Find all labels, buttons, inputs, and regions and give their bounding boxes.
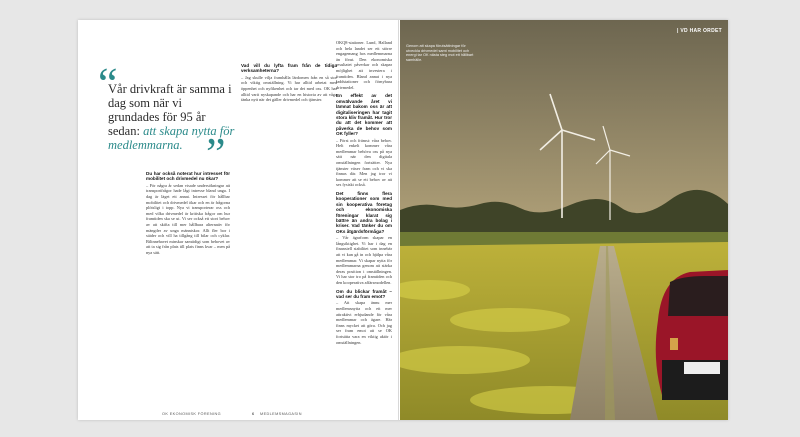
photo-caption: Genom att skapa förutsättningar för utveckla drivmedel samt mobilitet och energi tar OK nästa steg mot ett hållbart samhälle. [406,44,474,62]
article-column-2 [241,60,337,103]
article-paragraph: OKQ8-stationer. Lund, Halland och hela landet ser ett större engagemang hos medlemmarna än förut. Den ekonomiska resultatet påverkar och skapar möjlighet att investera i framtiden. Bland annat i nya laddstationer och förnybara drivmedel. [336,40,392,90]
article-paragraph: – Att skapa ännu mer medlemsnytta och ett mer attraktivt erbjudande för våra medlemmar och ägare. Här finns mycket att göra. Och jag ser fram emot att se OK fortsätta vara en viktig aktör i omställningen. [336,300,392,345]
interview-question: Om du blickar framåt – vad ser du fram emot? [336,288,392,299]
photo-illustration [400,20,728,420]
folio-magazine: MEDLEMSMAGASIN [260,412,302,416]
section-label: | VD HAR ORDET [676,28,722,34]
folio-publication: OK EKONOMISK FÖRENING [162,412,222,416]
page-gutter [398,20,399,420]
article-paragraph: – Vår ägarform skapar en långsiktighet. Vi har i dag en finansiell stabilitet som innebär att vi kan gå in och hjälpa våra medlemmar. Vi skapar nytta för medlemmarna genom att stärka deras position i omställningen. Vi har stor tro på framtiden och den kooperativa affärsmodellen. [336,235,392,285]
article-column-1 [146,168,230,256]
page-number: 6 [252,412,255,416]
landscape-photo [400,20,728,420]
magazine-spread [78,20,728,420]
interview-question: Du har också noterat hur intresset för mobilitet och drivmedel nu ökar? [146,171,230,182]
article-paragraph: – För några år sedan visade undersökningar att transportfrågor hade lågt intresse bland unga. I dag är läget ett annat. Intresset för hållbar mobilitet och drivmedel ökar och en är frågorna plötsligt i topp. Nya vi transporterar oss och med vilka drivmedel är kritiska frågor om hur framtiden ska se ut. Vi ser också ett stort behov av att skifta till mer hållbara alternativ för mängder av unga människor. Allt fler bor i städer och vill ha tillgång till bilar och cyklar. Bilinnehavet minskar samtidigt som behovet av att ta sig från plats till plats finns kvar – men på nya sätt. [146,182,230,255]
interview-question: Vad vill du lyfta fram från de tidiga verksamheterna? [241,63,337,74]
interview-question: En effekt av det omvälvande året vi lämnat bakom oss är att digitaliseringen har tagit stora kliv framåt. Hur tror du att det kommer att påverka de behov som OK fyller? [336,93,392,137]
article-paragraph: – Först och främst: våra behov. Helt enkelt kommer våra medlemmar behöva oss på nya sätt när den digitala omställningen fortsätter. Nya tjänster växer fram och vi ska finnas där. Men jag tror vi kommer att se ett behov av att ses fysiskt också. [336,137,392,188]
close-quote-icon: ” [206,129,226,178]
article-column-3 [336,40,392,345]
pull-quote-emphasis: att skapa nytta för medlemmarna. [108,124,235,152]
interview-question: Det finns flera kooperationer som med sin kooperativa företag och ekonomiska föreningar klarat sig bättre än andra bolag i kriser. Vad tänker du om OKs åtgärdsförmåga? [336,190,392,234]
article-paragraph: – Jag skulle vilja framhålla lärdomen från en så stor och viktig omställning. Vi har alltid arbetat med öppenhet och nyfikenhet och tar det med oss. OK har alltid varit nyskapande och har en historia av att våga tänka nytt när det gäller drivmedel och tjänster. [241,74,337,103]
pull-quote-text: Vår drivkraft är samma i dag som när vi grundades för 95 år sedan: [108,82,232,138]
open-quote-icon: “ [98,59,118,108]
